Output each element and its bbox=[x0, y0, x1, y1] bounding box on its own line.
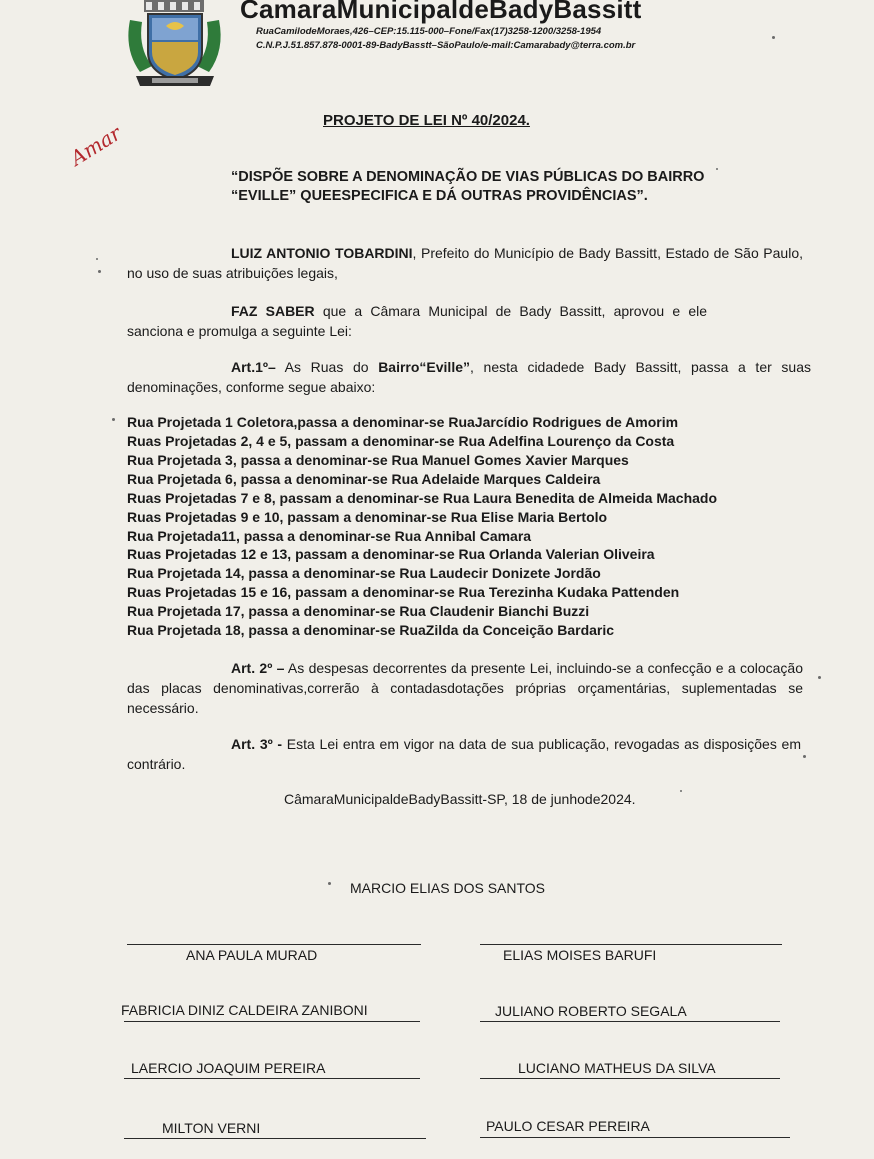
street-item: Ruas Projetadas 9 e 10, passam a denominar-se Rua Elise Maria Bertolo bbox=[127, 509, 608, 525]
signature-line bbox=[480, 944, 782, 945]
signature-line bbox=[480, 1137, 790, 1138]
president-name: MARCIO ELIAS DOS SANTOS bbox=[350, 880, 546, 896]
scan-speck bbox=[328, 882, 331, 885]
street-item: Rua Projetada 14, passa a denominar-se Rua Laudecir Donizete Jordão bbox=[127, 565, 601, 581]
signature-line bbox=[480, 1078, 780, 1079]
signatory-name: LUCIANO MATHEUS DA SILVA bbox=[518, 1060, 716, 1076]
faz-saber-label: FAZ SABER bbox=[231, 303, 315, 319]
header-registry-line: C.N.P.J.51.857.878-0001-89-BadyBasstt–SãoPaulo/e-mail:Camarabady@terra.com.br bbox=[256, 40, 636, 51]
street-item: Ruas Projetadas 12 e 13, passam a denominar-se Rua Orlanda Valerian Oliveira bbox=[127, 546, 655, 562]
article-1-text-b: , nesta cidadede Bady Bassitt, passa a ter suas denominações, conforme segue abaixo: bbox=[127, 359, 811, 395]
street-item: Ruas Projetadas 15 e 16, passam a denominar-se Rua Terezinha Kudaka Pattenden bbox=[127, 584, 680, 600]
article-3 bbox=[127, 734, 801, 774]
street-item: Rua Projetada 18, passa a denominar-se RuaZilda da Conceição Bardaric bbox=[127, 622, 615, 638]
ementa-block bbox=[231, 168, 801, 206]
street-item: Rua Projetada11, passa a denominar-se Rua Annibal Camara bbox=[127, 528, 532, 544]
header-address-line: RuaCamilodeMoraes,426–CEP:15.115-000–Fone/Fax(17)3258-1200/3258-1954 bbox=[256, 26, 602, 37]
article-3-text: Esta Lei entra em vigor na data de sua publicação, revogadas as disposições em contrário. bbox=[127, 736, 801, 772]
signatory-name: JULIANO ROBERTO SEGALA bbox=[495, 1003, 687, 1019]
signature-line bbox=[124, 1021, 420, 1022]
scan-speck bbox=[818, 676, 821, 679]
law-title: PROJETO DE LEI Nº 40/2024. bbox=[323, 112, 530, 129]
faz-saber-text: que a Câmara Municipal de Bady Bassitt, aprovou e ele sanciona e promulga a seguinte Lei: bbox=[127, 303, 707, 339]
street-item: Rua Projetada 1 Coletora,passa a denominar-se RuaJarcídio Rodrigues de Amorim bbox=[127, 414, 679, 430]
street-item: Rua Projetada 6, passa a denominar-se Rua Adelaide Marques Caldeira bbox=[127, 471, 601, 487]
signature-line bbox=[124, 1078, 420, 1079]
scan-speck bbox=[803, 755, 806, 758]
signatory-name: LAERCIO JOAQUIM PEREIRA bbox=[131, 1060, 326, 1076]
scan-speck bbox=[772, 36, 775, 39]
scan-speck bbox=[680, 790, 682, 792]
mayor-name: LUIZ ANTONIO TOBARDINI bbox=[231, 245, 413, 261]
handwritten-annotation: Amar bbox=[66, 120, 126, 171]
article-3-label: Art. 3º - bbox=[231, 736, 283, 752]
article-2-label: Art. 2º – bbox=[231, 660, 285, 676]
signatory-name: ELIAS MOISES BARUFI bbox=[503, 947, 657, 963]
preamble-paragraph bbox=[127, 243, 803, 283]
article-1 bbox=[127, 357, 811, 397]
scan-speck bbox=[716, 168, 718, 170]
signatory-name: FABRICIA DINIZ CALDEIRA ZANIBONI bbox=[121, 1002, 368, 1018]
signatory-name: PAULO CESAR PEREIRA bbox=[486, 1118, 650, 1134]
signature-line bbox=[124, 1138, 426, 1139]
bairro-name: Bairro“Eville” bbox=[378, 359, 471, 375]
ementa-line-2: “EVILLE” QUEESPECIFICA E DÁ OUTRAS PROVIDÊNCIAS”. bbox=[231, 188, 648, 204]
chamber-name-header: CamaraMunicipaldeBadyBassitt bbox=[240, 0, 642, 24]
article-1-text-a: As Ruas do bbox=[275, 359, 379, 375]
scan-speck bbox=[112, 418, 115, 421]
place-and-date: CâmaraMunicipaldeBadyBassitt-SP, 18 de junhode2024. bbox=[284, 791, 636, 807]
street-item: Rua Projetada 17, passa a denominar-se Rua Claudenir Bianchi Buzzi bbox=[127, 603, 590, 619]
municipal-coat-of-arms-icon bbox=[122, 0, 227, 90]
street-item: Rua Projetada 3, passa a denominar-se Rua Manuel Gomes Xavier Marques bbox=[127, 452, 629, 468]
signature-line bbox=[127, 944, 421, 945]
scan-speck bbox=[96, 258, 98, 260]
preamble-text: , Prefeito do Município de Bady Bassitt, Estado de São Paulo, no uso de suas atribuições legais, bbox=[127, 245, 803, 281]
article-1-label: Art.1º– bbox=[231, 359, 276, 375]
street-item: Ruas Projetadas 2, 4 e 5, passam a denominar-se Rua Adelfina Lourenço da Costa bbox=[127, 433, 675, 449]
article-2 bbox=[127, 658, 803, 718]
faz-saber-paragraph bbox=[127, 301, 707, 341]
ementa-line-1: “DISPÕE SOBRE A DENOMINAÇÃO DE VIAS PÚBLICAS DO BAIRRO bbox=[231, 169, 705, 185]
signature-line bbox=[480, 1021, 780, 1022]
signatory-name: ANA PAULA MURAD bbox=[186, 947, 318, 963]
article-2-text: As despesas decorrentes da presente Lei, incluindo-se a confecção e a colocação das placas denominativas,correrão à contadasdotações próprias orçamentárias, suplementadas se necessário. bbox=[127, 660, 803, 716]
street-item: Ruas Projetadas 7 e 8, passam a denominar-se Rua Laura Benedita de Almeida Machado bbox=[127, 490, 718, 506]
signatory-name: MILTON VERNI bbox=[162, 1120, 261, 1136]
scan-speck bbox=[98, 270, 101, 273]
